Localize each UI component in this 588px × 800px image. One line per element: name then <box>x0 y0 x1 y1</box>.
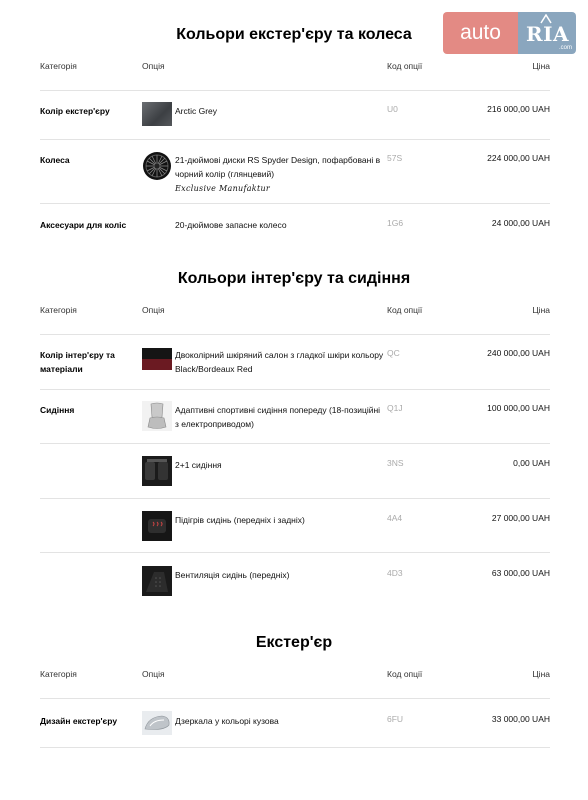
row-code: 6FU <box>387 714 404 724</box>
header-code: Код опції <box>387 61 423 71</box>
row-option: Адаптивні спортивні сидіння попереду (18-позиційні з електроприводом) <box>175 405 381 429</box>
row-price: 100 000,00 UAH <box>487 403 550 413</box>
row-code: U0 <box>387 104 398 114</box>
row-price: 224 000,00 UAH <box>487 153 550 163</box>
divider <box>40 203 550 204</box>
divider <box>40 443 550 444</box>
exclusive-manufaktur-badge: Exclusive Manufaktur <box>175 184 271 193</box>
header-price: Ціна <box>532 305 550 315</box>
header-code: Код опції <box>387 669 423 679</box>
section-title-exterior: Екстер'єр <box>255 634 333 651</box>
mirror-icon <box>142 711 172 735</box>
seat-heating-icon <box>142 511 172 541</box>
row-code: Q1J <box>387 403 403 413</box>
divider <box>40 139 550 140</box>
sport-seat-icon <box>142 401 172 431</box>
row-code: 3NS <box>387 458 404 468</box>
logo-com-text: .com <box>558 45 572 51</box>
row-price: 240 000,00 UAH <box>487 348 550 358</box>
row-option: Двоколірний шкіряний салон з гладкої шкіри кольору Black/Bordeaux Red <box>175 350 384 374</box>
header-category: Категорія <box>40 669 77 679</box>
row-code: 4A4 <box>387 513 403 523</box>
row-option: Підігрів сидінь (передніх і задніх) <box>175 515 305 525</box>
row-option: 20-дюймове запасне колесо <box>175 220 287 230</box>
header-option: Опція <box>142 669 165 679</box>
row-category: Дизайн екстер'єру <box>40 716 118 726</box>
row-code: 4D3 <box>387 568 403 578</box>
row-option: Вентиляція сидінь (передніх) <box>175 570 290 580</box>
logo-ria-text: RIA <box>526 22 569 46</box>
rear-seats-icon <box>142 456 172 486</box>
header-category: Категорія <box>40 305 77 315</box>
row-price: 0,00 UAH <box>513 458 550 468</box>
header-price: Ціна <box>532 669 550 679</box>
seat-ventilation-icon <box>142 566 172 596</box>
header-category: Категорія <box>40 61 77 71</box>
row-code: 1G6 <box>387 218 404 228</box>
row-option: 2+1 сидіння <box>175 460 222 470</box>
section-title-exterior-colors: Кольори екстер'єру та колеса <box>176 26 412 43</box>
row-price: 216 000,00 UAH <box>487 104 550 114</box>
header-option: Опція <box>142 305 165 315</box>
header-price: Ціна <box>532 61 550 71</box>
row-price: 33 000,00 UAH <box>491 714 550 724</box>
row-category: Сидіння <box>40 405 75 415</box>
section-title-interior-colors: Кольори інтер'єру та сидіння <box>177 270 411 287</box>
row-category: Колір екстер'єру <box>40 106 110 116</box>
row-category: Колеса <box>40 155 70 165</box>
black-bordeaux-swatch-icon <box>142 348 172 370</box>
row-option: Arctic Grey <box>175 106 218 116</box>
wheel-rim-icon <box>142 151 172 181</box>
logo-auto: auto <box>443 12 518 54</box>
row-option: 21-дюймові диски RS Spyder Design, пофарбовані в чорний колір (глянцевий) <box>175 155 381 179</box>
row-code: 57S <box>387 153 403 163</box>
divider <box>40 90 550 91</box>
divider <box>40 747 550 748</box>
divider <box>40 498 550 499</box>
divider <box>40 334 550 335</box>
row-code: QC <box>387 348 400 358</box>
divider <box>40 698 550 699</box>
row-price: 24 000,00 UAH <box>491 218 550 228</box>
header-option: Опція <box>142 61 165 71</box>
row-category: Колір інтер'єру та матеріали <box>40 350 115 374</box>
row-price: 27 000,00 UAH <box>491 513 550 523</box>
row-option: Дзеркала у кольорі кузова <box>175 716 279 726</box>
grey-paint-swatch-icon <box>142 102 172 126</box>
row-category: Аксесуари для коліс <box>40 220 127 230</box>
divider <box>40 552 550 553</box>
row-price: 63 000,00 UAH <box>491 568 550 578</box>
header-code: Код опції <box>387 305 423 315</box>
divider <box>40 389 550 390</box>
